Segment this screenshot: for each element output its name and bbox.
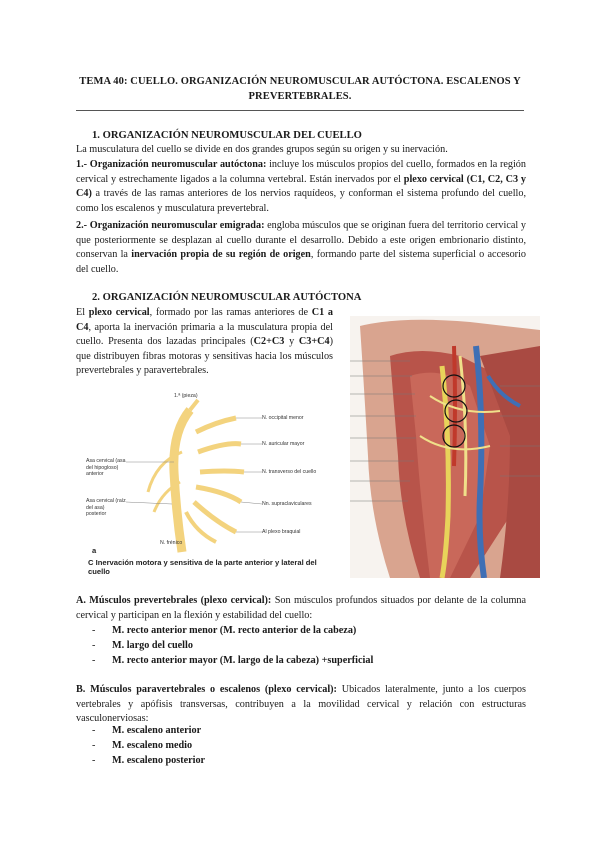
section-2-heading: 2. ORGANIZACIÓN NEUROMUSCULAR AUTÓCTONA [92,292,362,303]
list-item-text: M. escaleno anterior [112,725,202,736]
list-item-text: M. escaleno posterior [112,755,206,766]
diagram-label-l1: Asa cervical (asa del hipogloso) anterior [86,458,126,477]
bullet-dash: - [92,640,96,651]
list-item-text: M. escaleno medio [112,740,193,751]
paragraph-1-text-a: incluye los músculos propios del cuello, formados en la región cervical y estrechamente ligados a la columna vertebral. Están inervados por el [76,159,526,185]
section-1-intro: La musculatura del cuello se divide en dos grandes grupos según su origen y su inervación. [76,144,448,155]
title-line-2: PREVERTEBRALES. [248,91,352,102]
section-2-paragraph [76,306,333,379]
section-2-bold-4: C3+C4 [298,336,330,348]
section-2-bold-1: plexo cervical [88,307,150,318]
diagram-label-r2: N. auricular mayor [262,441,305,447]
paragraph-1-text-b: a través de las ramas anteriores de los nervios raquídeos, y conforman el sistema profundo del cuello, como los escalenos y musculatura prevertebral. [76,188,526,214]
diagram-label-top: 1.ª (pieza) [174,393,198,399]
bullet-dash: - [92,625,96,636]
bullet-dash: - [92,740,96,751]
diagram-label-r5: Al plexo braquial [262,529,301,535]
section-b-text: Ubicados lateralmente, junto a los cuerpos vertebrales y apófisis transversas, contribuyen a la movilidad cervical y relación con estructuras vasculonerviosas: [76,684,526,725]
section-1-heading: 1. ORGANIZACIÓN NEUROMUSCULAR DEL CUELLO [92,130,362,141]
list-item [92,723,522,738]
list-item [92,638,522,653]
paragraph-2-bold: inervación propia de su región de origen [131,249,311,261]
plexus-diagram [86,392,322,562]
list-item [92,653,522,668]
section-1-paragraph-1 [76,158,526,216]
section-2-text-a: El [76,307,89,318]
section-a-list [92,623,522,668]
section-2-text-e: ) que distribuyen fibras motoras y sensitivas hacia los músculos prevertebrales y paravertebrales. [76,336,334,377]
section-2-text-b: , formado por las ramas anteriores de [149,307,312,318]
section-b-lead: B. Músculos paravertebrales o escalenos (plexo cervical): [76,684,337,695]
list-item [92,623,522,638]
paragraph-2-lead: 2.- Organización neuromuscular emigrada: [76,220,265,231]
diagram-label-r3: N. transverso del cuello [262,469,317,475]
paragraph-1-lead: 1.- Organización neuromuscular autóctona: [76,159,267,170]
paragraph-1-bold: plexo cervical (C1, C2, C3 y C4) [76,173,526,200]
section-a-lead: A. Músculos prevertebrales (plexo cervical): [76,595,272,606]
diagram-label-r4: Nn. supraclaviculares [262,501,312,507]
list-item-text: M. largo del cuello [112,640,193,651]
list-item [92,738,522,753]
document-title [60,74,540,104]
diagram-caption [88,558,320,576]
paragraph-2-text-a: engloba músculos que se originan fuera del territorio cervical y que posteriormente se desplazan al cuello durante el desarrollo. Debido a este origen embrionario distinto, conservan la [76,220,526,261]
list-item [92,753,522,768]
title-divider [76,110,524,111]
diagram-label-r1: N. occipital menor [262,415,304,421]
list-item-text: M. recto anterior menor (M. recto anterior de la cabeza) [112,625,357,636]
section-1-paragraph-2 [76,219,526,277]
diagram-letter: a [92,546,97,555]
list-item-text: M. recto anterior mayor (M. largo de la cabeza) +superficial [112,655,374,666]
section-a-paragraph [76,594,526,623]
diagram-label-l3: N. frénico [160,540,183,546]
bullet-dash: - [92,655,96,666]
section-b-list [92,723,522,768]
caption-text: Inervación motora y sensitiva de la parte anterior y lateral del cuello [88,558,317,576]
section-a-text: Son músculos profundos situados por delante de la columna cervical y participan en la flexión y estabilidad del cuello: [76,595,527,621]
neck-dissection-image [350,316,540,578]
caption-mark: C [88,558,94,567]
section-b-paragraph [76,683,526,727]
diagram-label-l2: Asa cervical (raíz del asa) posterior [86,498,126,517]
title-line-1: TEMA 40: CUELLO. ORGANIZACIÓN NEUROMUSCULAR AUTÓCTONA. ESCALENOS Y [79,76,521,87]
paragraph-2-text-b: , formando parte del sistema superficial o accesorio del cuello. [76,249,526,275]
section-2-bold-3: C2+C3 [253,336,285,348]
bullet-dash: - [92,725,96,736]
section-2-text-c: , aporta la inervación primaria a la musculatura propia del cuello. Presenta dos lazadas principales ( [76,321,333,348]
section-2-bold-2: C1 a C4 [76,307,333,333]
bullet-dash: - [92,755,96,766]
section-2-text-d: y [284,336,299,348]
